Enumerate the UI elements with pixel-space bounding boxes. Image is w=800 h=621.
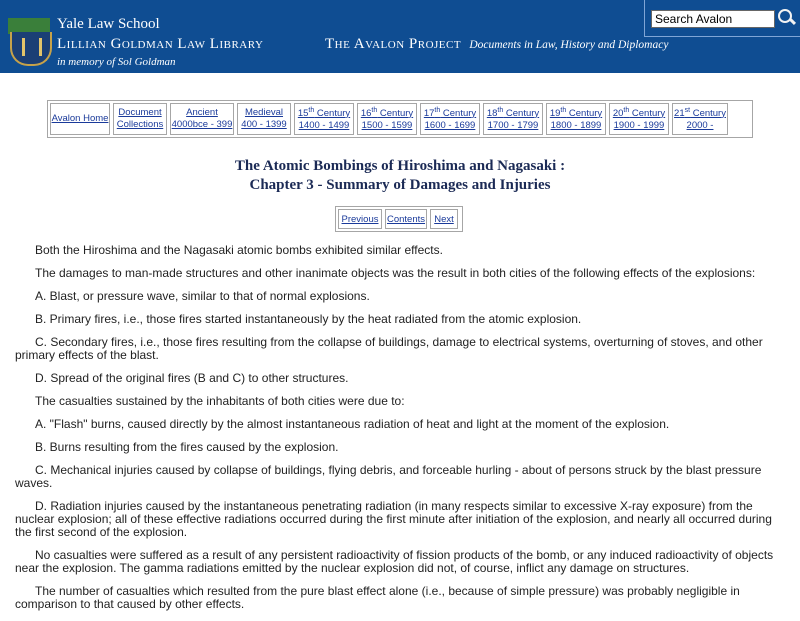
document-body (15, 244, 785, 621)
project-title (325, 36, 668, 53)
contents-link[interactable]: Contents (385, 209, 427, 229)
paragraph: The damages to man-made structures and other inanimate objects was the result in both cities of the following effects of the explosions: (35, 266, 756, 280)
project-name[interactable]: The Avalon Project (325, 36, 462, 52)
paragraph: A. "Flash" burns, caused directly by the almost instantaneous radiation of heat and light at the moment of the explosion. (35, 417, 670, 431)
project-tagline: Documents in Law, History and Diplomacy (469, 39, 669, 51)
memory-line: in memory of Sol Goldman (57, 56, 176, 68)
search-input[interactable] (651, 10, 775, 28)
nav-ancient[interactable]: Ancient 4000bce - 399 (170, 103, 234, 135)
paragraph: Both the Hiroshima and the Nagasaki atomic bombs exhibited similar effects. (35, 243, 443, 257)
paragraph: C. Mechanical injuries caused by collapse of buildings, flying debris, and forceable hurling - about of persons struck by the blast pressure waves. (15, 463, 762, 490)
school-name[interactable]: Yale Law School (57, 16, 160, 32)
nav-19th-century[interactable]: 19th Century 1800 - 1899 (546, 103, 606, 135)
title-line-1: The Atomic Bombings of Hiroshima and Nagasaki : (234, 158, 566, 174)
nav-15th-century[interactable]: 15th Century 1400 - 1499 (294, 103, 354, 135)
nav-21st-century[interactable]: 21st Century 2000 - (672, 103, 728, 135)
paragraph: A. Blast, or pressure wave, similar to that of normal explosions. (35, 289, 370, 303)
paragraph: B. Primary fires, i.e., those fires started instantaneously by the heat radiated from the atomic explosion. (35, 312, 582, 326)
chapter-pager (335, 206, 463, 232)
next-link[interactable]: Next (430, 209, 458, 229)
nav-medieval[interactable]: Medieval 400 - 1399 (237, 103, 291, 135)
paragraph: D. Spread of the original fires (B and C) to other structures. (35, 371, 349, 385)
paragraph: No casualties were suffered as a result of any persistent radioactivity of fission products of the bomb, or any induced radioactivity of objects near the explosion. The gamma radiations emitted by the nuclear explosion did not, of course, inflict any damage on structures. (15, 548, 774, 575)
paragraph: C. Secondary fires, i.e., those fires resulting from the collapse of buildings, damage to electrical systems, overturning of stoves, and other primary effects of the blast. (15, 335, 763, 362)
paragraph: D. Radiation injuries caused by the instantaneous penetrating radiation (in many respects similar to excessive X-ray exposure) from the nuclear explosion; all of these effective radiations occurred during the first minute after initiation of the explosion, and nearly all occurred during the first second of the explosion. (15, 499, 772, 539)
paragraph: B. Burns resulting from the fires caused by the explosion. (35, 440, 339, 454)
paragraph: The casualties sustained by the inhabitants of both cities were due to: (35, 394, 405, 408)
era-navigation (47, 100, 753, 138)
nav-20th-century[interactable]: 20th Century 1900 - 1999 (609, 103, 669, 135)
library-name[interactable]: Lillian Goldman Law Library (57, 36, 264, 52)
search-icon[interactable] (776, 8, 796, 28)
nav-16th-century[interactable]: 16th Century 1500 - 1599 (357, 103, 417, 135)
nav-17th-century[interactable]: 17th Century 1600 - 1699 (420, 103, 480, 135)
previous-link[interactable]: Previous (338, 209, 382, 229)
paragraph: The number of casualties which resulted from the pure blast effect alone (i.e., because of simple pressure) was probably negligible in comparison to that caused by other effects. (15, 584, 740, 611)
nav-document-collections[interactable]: Document Collections (113, 103, 167, 135)
title-line-2: Chapter 3 - Summary of Damages and Injuries (249, 177, 551, 193)
page-title (0, 157, 800, 195)
site-header (0, 0, 800, 73)
nav-18th-century[interactable]: 18th Century 1700 - 1799 (483, 103, 543, 135)
nav-avalon-home[interactable]: Avalon Home (50, 103, 110, 135)
